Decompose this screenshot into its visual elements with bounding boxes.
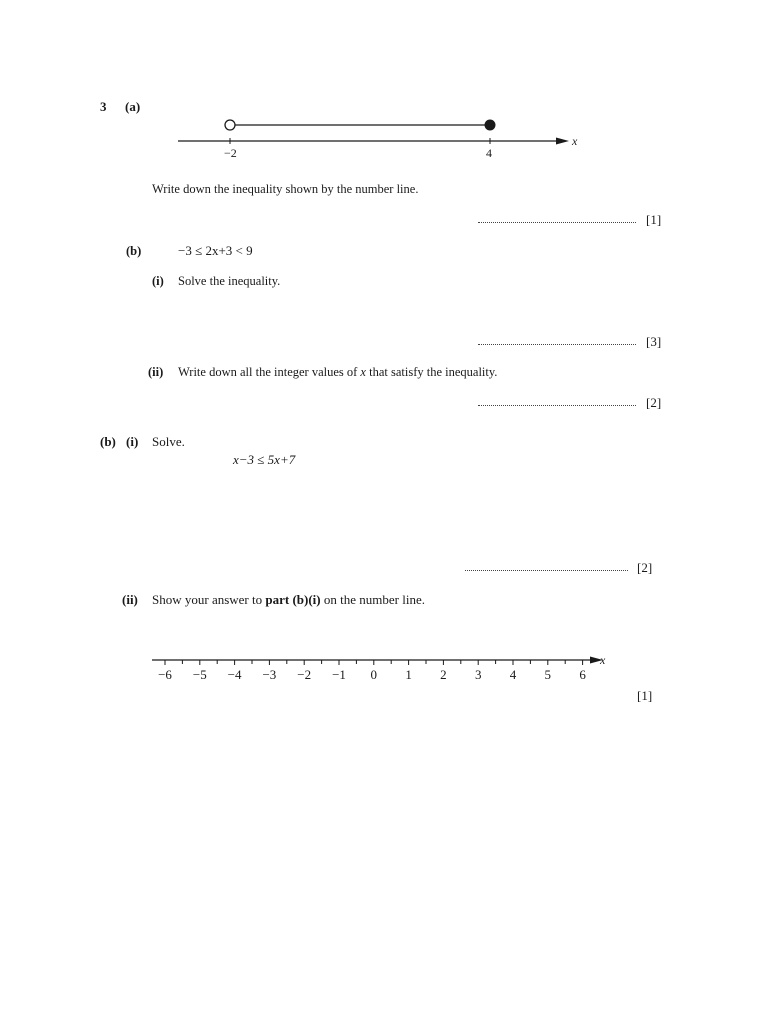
marks-b-i: [3] — [646, 334, 662, 349]
part-b2-i-label: (i) — [126, 434, 139, 449]
marks-b2-i: [2] — [637, 560, 653, 575]
part-b-ii-variable: x — [360, 365, 366, 379]
part-b-label: (b) — [126, 244, 142, 258]
number-line-b2-tick-label: 5 — [544, 667, 552, 682]
marks-b2-ii: [1] — [637, 688, 653, 703]
number-line-b2-tick-label: 3 — [474, 667, 482, 682]
part-b2-label: (b) — [100, 434, 116, 449]
number-line-b2-tick-label: −1 — [332, 667, 346, 682]
number-line-b2-tick-label: −5 — [192, 667, 207, 682]
number-line-b2-tick-label: 1 — [405, 667, 412, 682]
part-b-i-label: (i) — [152, 274, 164, 288]
part-a-label: (a) — [125, 99, 141, 114]
part-a-instruction: Write down the inequality shown by the number line. — [152, 182, 419, 196]
marks-b-ii: [2] — [646, 395, 662, 410]
marks-a: [1] — [646, 212, 662, 227]
number-line-b2-tick-label: 0 — [370, 667, 378, 682]
number-line-b2-tick-label: −3 — [262, 667, 277, 682]
number-line-a-right-label: 4 — [486, 146, 492, 160]
number-line-b2-variable: x — [600, 653, 606, 667]
part-b-ii-text-prefix: Write down all the integer values of — [178, 365, 358, 379]
number-line-b2-tick-label: −2 — [297, 667, 312, 682]
question-number: 3 — [100, 99, 107, 114]
part-b2-ii-label: (ii) — [122, 592, 138, 607]
number-line-b2-ticks — [158, 660, 586, 682]
number-line-b2-tick-label: −4 — [227, 667, 242, 682]
part-b-ii-label: (ii) — [148, 365, 164, 379]
number-line-a-left-label: −2 — [224, 146, 237, 160]
part-b-ii-text-suffix: that satisfy the inequality. — [369, 365, 498, 379]
part-b2-ii-text-prefix: Show your answer to — [152, 592, 263, 607]
part-b-i-text: Solve the inequality. — [178, 274, 281, 288]
number-line-b2-tick-label: 4 — [509, 667, 517, 682]
number-line-a-variable: x — [572, 134, 578, 148]
part-b2-ii-text-suffix: on the number line. — [323, 592, 425, 607]
number-line-b2-tick-label: −6 — [158, 667, 172, 682]
part-b2-i-equation: x−3 ≤ 5x+7 — [233, 452, 296, 467]
number-line-b2-tick-label: 2 — [440, 667, 447, 682]
part-b2-ii-text-bold: part (b)(i) — [265, 592, 321, 607]
part-b-inequality: −3 ≤ 2x+3 < 9 — [178, 243, 253, 258]
part-b2-i-text: Solve. — [152, 434, 185, 449]
number-line-b2-tick-label: 6 — [579, 667, 586, 682]
